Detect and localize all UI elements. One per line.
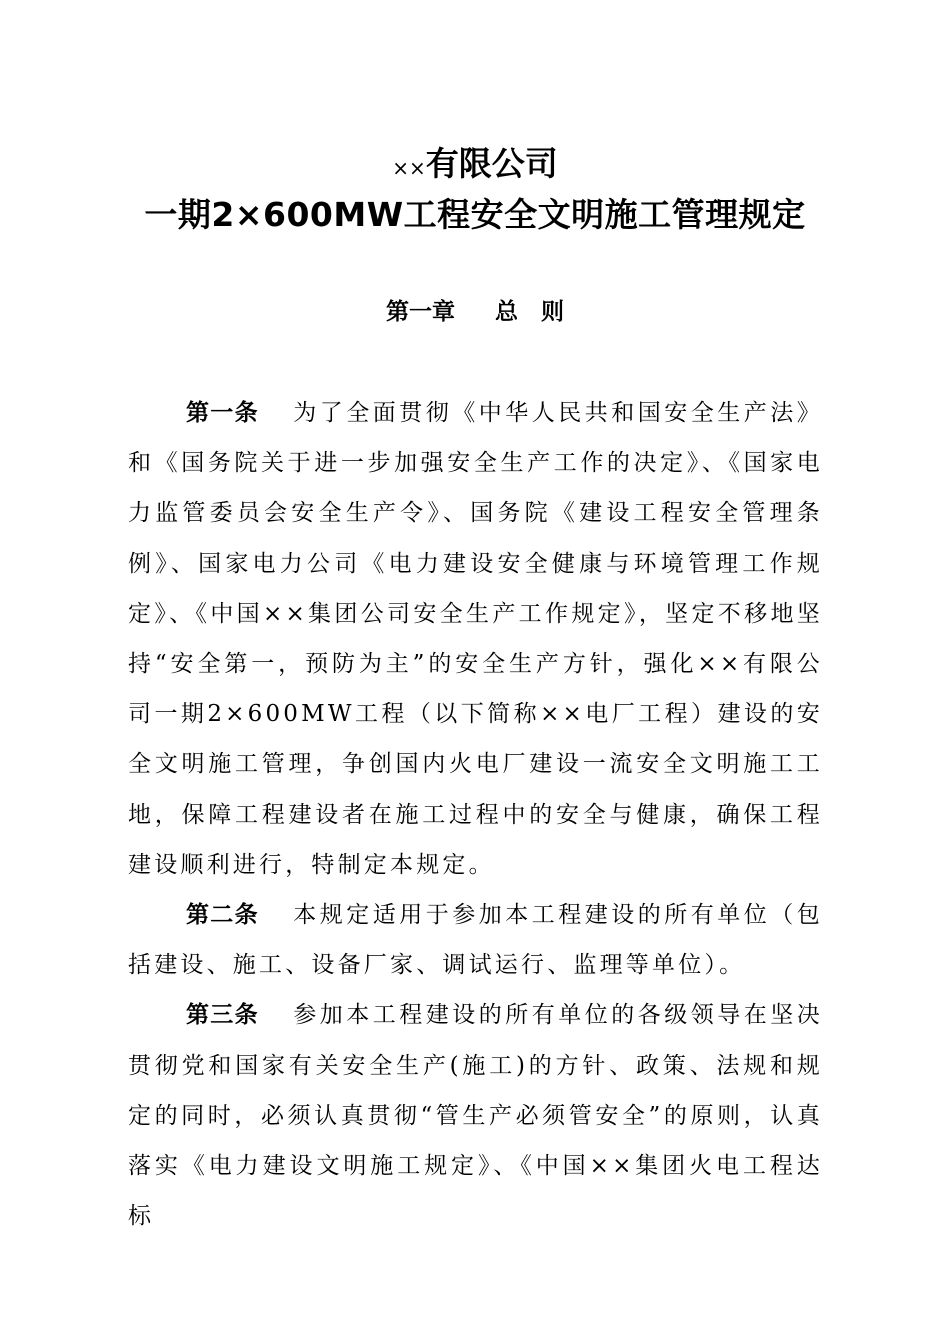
article-text: 为了全面贯彻《中华人民共和国安全生产法》和《国务院关于进一步加强安全生产工作的决定》、《国家电力监管委员会安全生产令》、国务院《建设工程安全管理条例》、国家电力公司《电力建设安全健康与环境管理工作规定》、《中国××集团公司安全生产工作规定》，坚定不移地坚持“安全第一，预防为主”的安全生产方针，强化××有限公司一期2×600MW工程（以下简称××电厂工程）建设的安全文明施工管理，争创国内火电厂建设一流安全文明施工工地，保障工程建设者在施工过程中的安全与健康，确保工程建设顺利进行，特制定本规定。 <box>128 400 824 878</box>
article-paragraph <box>128 388 823 890</box>
document-body <box>128 388 823 1241</box>
article-label: 第三条 <box>186 1002 259 1029</box>
chapter-number: 第一章 <box>386 299 455 325</box>
article-label: 第二条 <box>186 902 259 929</box>
article-paragraph <box>128 890 823 990</box>
chapter-title: 总 则 <box>495 299 564 325</box>
title-prefix: ×× <box>392 156 426 180</box>
article-text: 参加本工程建设的所有单位的各级领导在坚决贯彻党和国家有关安全生产(施工)的方针、政策、法规和规定的同时，必须认真贯彻“管生产必须管安全”的原则，认真落实《电力建设文明施工规定》、《中国××集团火电工程达标 <box>128 1002 824 1230</box>
document-title-line-2: 一期2×600MW工程安全文明施工管理规定 <box>144 195 806 234</box>
article-text: 本规定适用于参加本工程建设的所有单位（包括建设、施工、设备厂家、调试运行、监理等单位）。 <box>128 902 824 979</box>
article-label: 第一条 <box>186 400 259 426</box>
title-company: 有限公司 <box>425 144 558 183</box>
article-paragraph <box>128 990 823 1241</box>
chapter-heading <box>0 296 950 328</box>
document-title-line-1 <box>0 142 950 190</box>
